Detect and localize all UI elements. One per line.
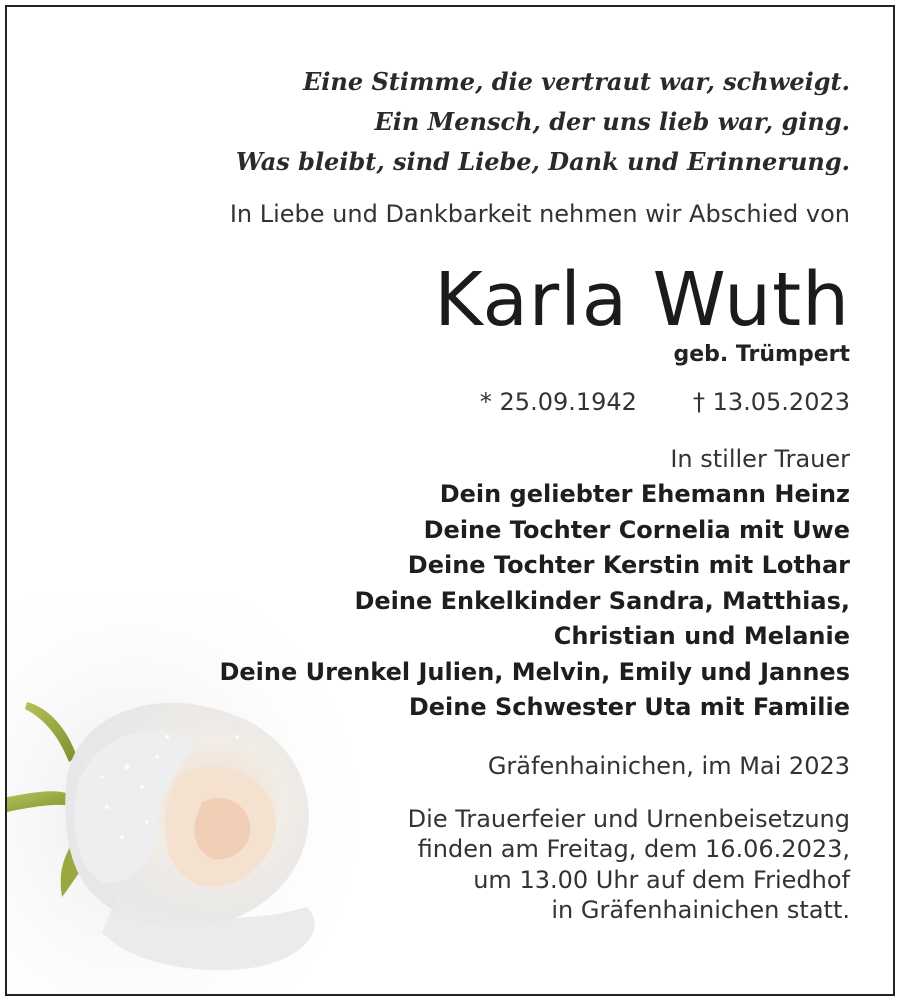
funeral-line: finden am Freitag, dem 16.06.2023, bbox=[417, 835, 850, 863]
place-and-date: Gräfenhainichen, im Mai 2023 bbox=[487, 751, 850, 780]
poem-line: Was bleibt, sind Liebe, Dank und Erinnerung. bbox=[235, 147, 850, 176]
maiden-name: geb. Trümpert bbox=[673, 342, 850, 367]
funeral-line: Die Trauerfeier und Urnenbeisetzung bbox=[407, 804, 850, 833]
funeral-info bbox=[90, 804, 850, 926]
mourning-lead: In stiller Trauer bbox=[670, 445, 850, 473]
mourner-line: Deine Urenkel Julien, Melvin, Emily und Jannes bbox=[219, 657, 850, 686]
poem-line: Ein Mensch, der uns lieb war, ging. bbox=[374, 107, 850, 136]
obituary-text bbox=[90, 7, 850, 926]
mourner-line: Deine Tochter Cornelia mit Uwe bbox=[423, 515, 850, 544]
mourner-line: Deine Enkelkinder Sandra, Matthias, bbox=[354, 586, 850, 615]
farewell-intro: In Liebe und Dankbarkeit nehmen wir Abschied von bbox=[229, 200, 850, 228]
life-dates bbox=[90, 386, 850, 418]
death-date: † 13.05.2023 bbox=[692, 388, 850, 416]
mourner-line: Dein geliebter Ehemann Heinz bbox=[439, 480, 850, 508]
poem-line: Eine Stimme, die vertraut war, schweigt. bbox=[302, 67, 850, 96]
funeral-line: in Gräfenhainichen statt. bbox=[551, 896, 850, 924]
funeral-line: um 13.00 Uhr auf dem Friedhof bbox=[473, 865, 850, 894]
deceased-name: Karla Wuth bbox=[434, 257, 850, 343]
obituary-frame bbox=[5, 5, 895, 996]
mourners-list bbox=[90, 477, 850, 726]
mourner-line: Christian und Melanie bbox=[553, 622, 850, 650]
mourner-line: Deine Schwester Uta mit Familie bbox=[408, 693, 850, 721]
birth-date: * 25.09.1942 bbox=[479, 388, 637, 416]
poem bbox=[90, 62, 850, 182]
mourner-line: Deine Tochter Kerstin mit Lothar bbox=[407, 551, 850, 579]
